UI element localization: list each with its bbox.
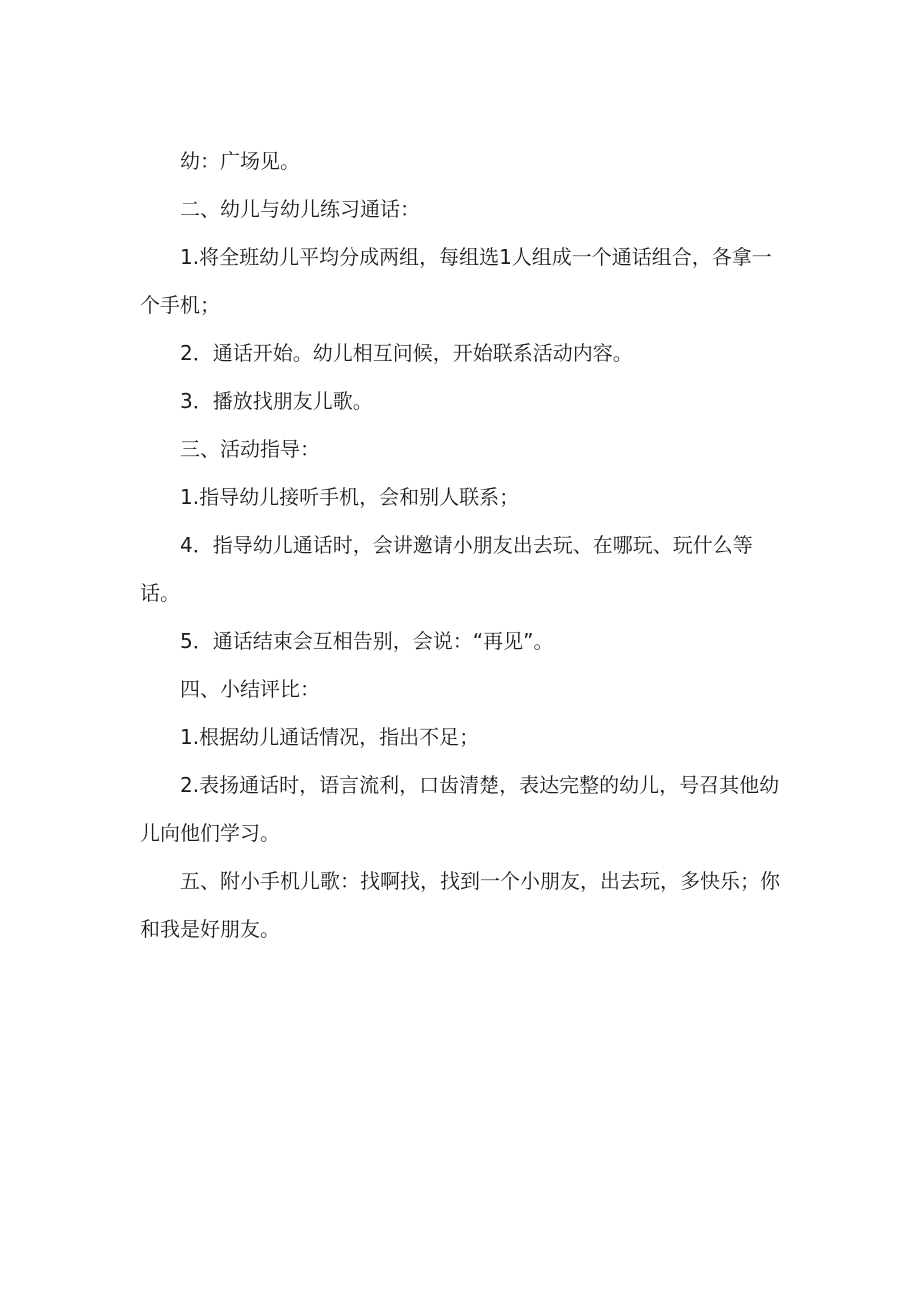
paragraph-dialogue-line: 幼：广场见。 [180, 149, 300, 173]
section-heading-4: 四、小结评比： [180, 677, 320, 701]
paragraph: 5．通话结束会互相告别，会说：“再见”。 [180, 629, 554, 653]
paragraph: 2.表扬通话时，语言流利，口齿清楚，表达完整的幼儿，号召其他幼儿向他们学习。 [140, 773, 780, 845]
document-body [140, 137, 780, 953]
paragraph: 1.根据幼儿通话情况，指出不足； [180, 725, 480, 749]
paragraph: 3．播放找朋友儿歌。 [180, 389, 373, 413]
paragraph: 2．通话开始。幼儿相互问候，开始联系活动内容。 [180, 341, 633, 365]
paragraph: 1.将全班幼儿平均分成两组，每组选1人组成一个通话组合，各拿一个手机； [140, 245, 772, 317]
paragraph: 1.指导幼儿接听手机，会和别人联系； [180, 485, 520, 509]
section-heading-2: 二、幼儿与幼儿练习通话： [180, 197, 420, 221]
section-heading-5: 五、附小手机儿歌：找啊找，找到一个小朋友，出去玩，多快乐；你和我是好朋友。 [140, 869, 780, 941]
section-heading-3: 三、活动指导： [180, 437, 320, 461]
paragraph: 4．指导幼儿通话时，会讲邀请小朋友出去玩、在哪玩、玩什么等话。 [140, 533, 753, 605]
